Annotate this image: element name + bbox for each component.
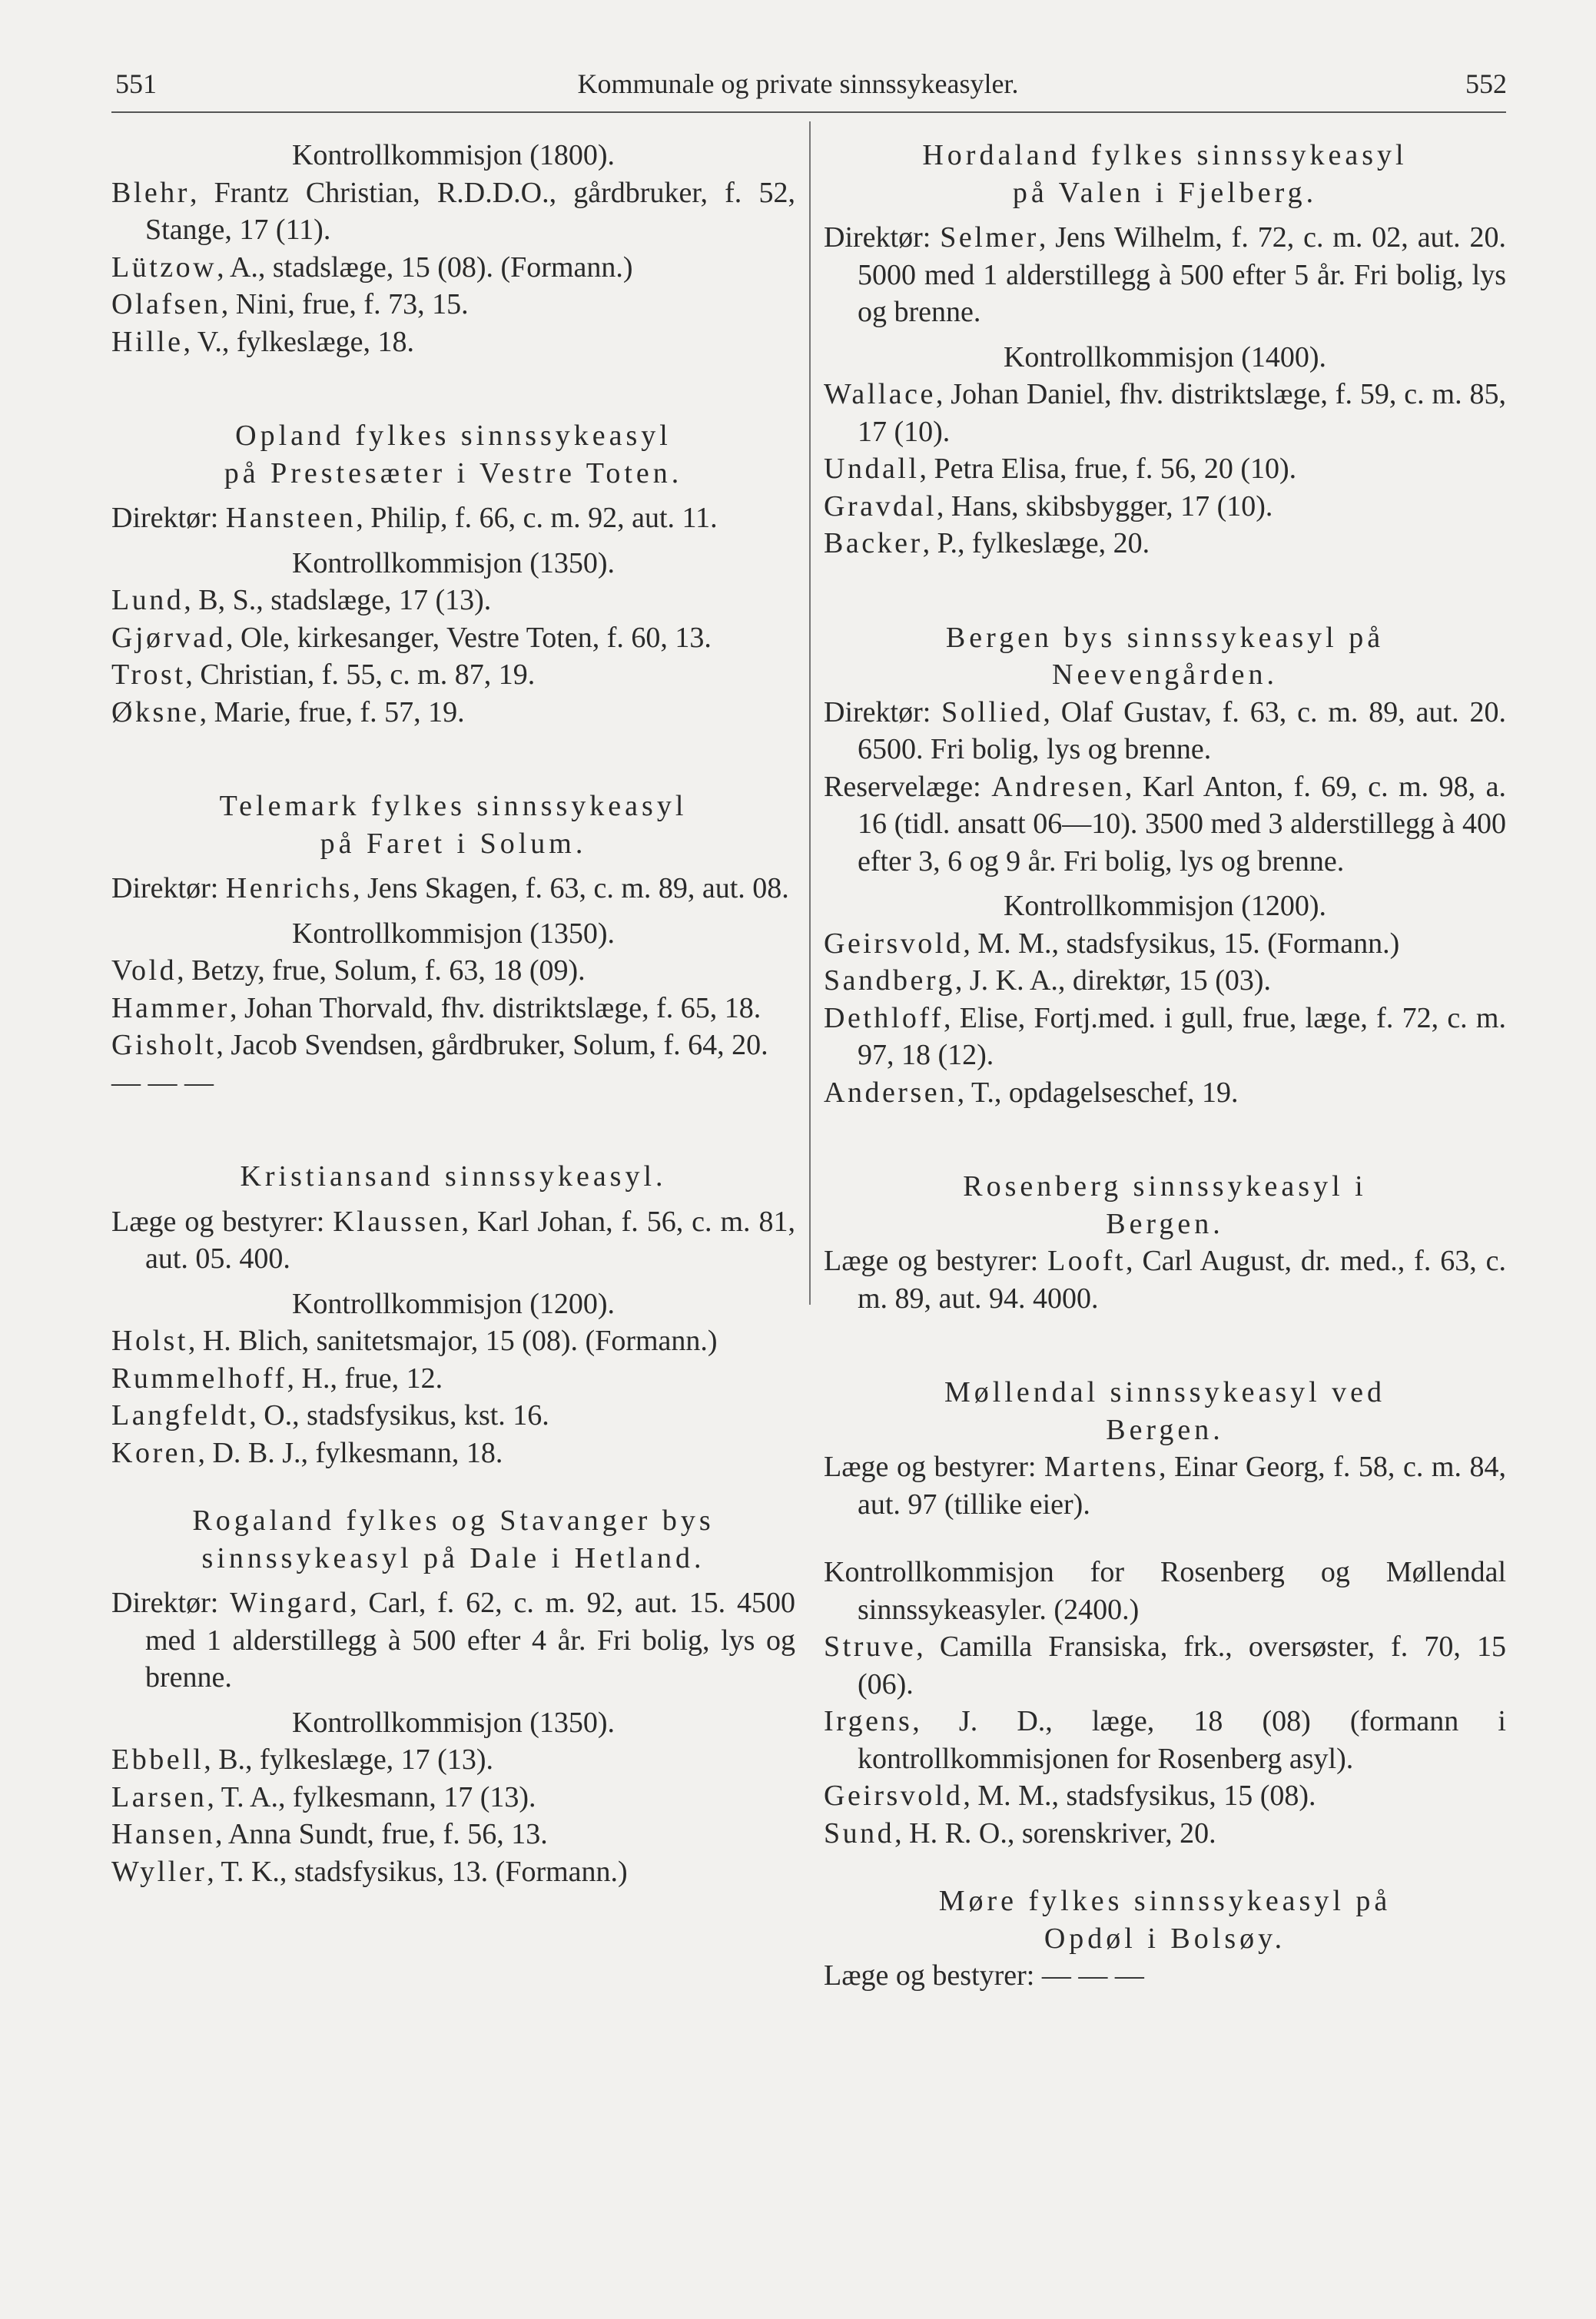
entry	[111, 286, 795, 323]
entry	[824, 1628, 1506, 1703]
entry-name: Martens	[1044, 1451, 1160, 1483]
entry-details: , M. M., stadsfysikus, 15. (Formann.)	[963, 927, 1400, 960]
entry-details: , M. M., stadsfysikus, 15 (08).	[963, 1780, 1316, 1812]
page-number-right: 552	[1465, 68, 1507, 99]
entry	[824, 962, 1506, 1000]
entry	[111, 1360, 795, 1398]
commission-heading: Kontrollkommisjon (1350).	[291, 917, 616, 950]
entry-role: Direktør:	[824, 695, 942, 728]
entry	[824, 1703, 1506, 1777]
spacer	[111, 492, 795, 499]
entry-name: Øksne	[111, 695, 200, 728]
left-column	[111, 137, 795, 1890]
entry-details: — — —	[1041, 1959, 1144, 1992]
entry-name: Trost	[111, 659, 186, 691]
entry-details: , H. Blich, sanitetsmajor, 15 (08). (Formann.)	[187, 1325, 718, 1357]
entry-name: Langfeldt	[111, 1399, 250, 1432]
entry-details: , Marie, frue, f. 57, 19.	[199, 695, 465, 728]
entry-name: Dethloff	[824, 1001, 944, 1034]
spacer	[824, 211, 1506, 219]
entry-name: Gjørvad	[111, 621, 227, 654]
entry	[111, 656, 795, 694]
entry-name: Hille	[111, 325, 184, 358]
entry	[111, 1741, 795, 1779]
spacer	[824, 1523, 1506, 1554]
entry-name: Lützow	[111, 250, 217, 284]
entry-details: , Olaf Gustav, f. 63, c. m. 89, aut. 20. 6500. Fri bolig, lys og brenne.	[858, 695, 1506, 765]
spacer	[111, 1577, 795, 1584]
entry	[111, 582, 795, 619]
entry	[824, 1777, 1506, 1815]
section-title: på Valen i Fjelberg.	[1012, 176, 1318, 209]
section-title: Rogaland fylkes og Stavanger bys	[192, 1505, 715, 1537]
entry-details: , J. K. A., direktør, 15 (03).	[954, 964, 1271, 997]
section-title: på Prestesæter i Vestre Toten.	[224, 456, 683, 489]
entry	[824, 1000, 1506, 1074]
entry	[111, 1027, 795, 1064]
entry	[824, 1957, 1506, 1995]
page-number-left: 551	[115, 68, 157, 99]
entry	[824, 488, 1506, 526]
commission-heading: Kontrollkommisjon (1200).	[1003, 890, 1327, 922]
entry-details: , O., stadsfysikus, kst. 16.	[249, 1399, 549, 1432]
entry-name: Gisholt	[111, 1029, 217, 1061]
entry	[111, 1779, 795, 1816]
entry-name: Larsen	[111, 1780, 207, 1813]
entry	[111, 1853, 795, 1891]
entry-details: , B., fylkeslæge, 17 (13).	[204, 1743, 493, 1776]
entry-details: , H., frue, 12.	[287, 1362, 443, 1395]
entry-details: , T. A., fylkesmann, 17 (13).	[207, 1780, 536, 1813]
commission-heading: Kontrollkommisjon (1800).	[291, 139, 616, 171]
commission-heading: Kontrollkommisjon (1200).	[291, 1287, 616, 1320]
entry-details: , Betzy, frue, Solum, f. 63, 18 (09).	[177, 954, 586, 987]
entry	[111, 1322, 795, 1360]
entry-name: Rummelhoff	[111, 1362, 287, 1395]
section-title: Møre fylkes sinnssykeasyl på	[938, 1885, 1392, 1917]
entry-name: Hammer	[111, 991, 230, 1024]
entry-name: Wallace	[824, 378, 936, 410]
entry-name: Holst	[111, 1325, 188, 1357]
entry-details: , Carl, f. 62, c. m. 92, aut. 15. 4500 med 1 alderstillegg à 500 efter 4 år. Fri bolig, lys og brenne.	[145, 1587, 795, 1694]
entry-details: , H. R. O., sorenskriver, 20.	[894, 1816, 1216, 1850]
entry	[111, 1584, 795, 1697]
entry-name: Wingard	[230, 1587, 350, 1619]
entry-name: Geirsvold	[824, 1780, 964, 1812]
entry	[824, 694, 1506, 768]
right-column	[824, 137, 1506, 1995]
entry-details: , Christian, f. 55, c. m. 87, 19.	[185, 659, 536, 691]
entry-details: , Johan Thorvald, fhv. distriktslæge, f. 65, 18.	[229, 991, 762, 1024]
section-title: Rosenberg sinnssykeasyl i	[963, 1170, 1367, 1203]
spacer	[111, 1697, 795, 1704]
entry-name: Sollied	[941, 695, 1044, 728]
entry	[111, 249, 795, 287]
entry-name: Undall	[824, 453, 920, 485]
entry	[111, 1397, 795, 1435]
spacer	[824, 1852, 1506, 1883]
section-title: Hordaland fylkes sinnssykeasyl	[922, 139, 1408, 171]
entry-role: Læge og bestyrer:	[111, 1205, 333, 1238]
entry-details: , Ole, kirkesanger, Vestre Toten, f. 60, 13.	[226, 621, 712, 654]
entry-name: Looft	[1047, 1245, 1126, 1277]
entry-role: Læge og bestyrer:	[824, 1959, 1042, 1992]
entry-details: , Elise, Fortj.med. i gull, frue, læge, f. 72, c. m. 97, 18 (12).	[858, 1001, 1506, 1071]
entry-details: , Karl Anton, f. 69, c. m. 98, a. 16 (tidl. ansatt 06—10). 3500 med 3 alderstillegg à 400 efter 3, 6 og 9 år. Fri bolig, lys og brenne.	[858, 770, 1507, 878]
entry-details: , J. D., læge, 18 (08) (formann i kontrollkommisjonen for Rosenberg asyl).	[858, 1705, 1506, 1775]
entry-name: Hansteen	[225, 502, 357, 534]
entry	[824, 768, 1506, 881]
entry-name: Andersen	[824, 1076, 957, 1109]
entry	[824, 1074, 1506, 1112]
section-title: Opland fylkes sinnssykeasyl	[235, 420, 672, 452]
entry-name: Ebbell	[111, 1743, 204, 1776]
entry-details: , Philip, f. 66, c. m. 92, aut. 11.	[356, 502, 718, 534]
entry	[111, 694, 795, 732]
commission-heading: Kontrollkommisjon (1350).	[291, 546, 616, 579]
entry-details: , T. K., stadsfysikus, 13. (Formann.)	[207, 1855, 628, 1888]
section-title: Bergen.	[1106, 1207, 1224, 1240]
commission-heading: Kontrollkommisjon (1400).	[1003, 340, 1327, 373]
spacer	[111, 1101, 795, 1158]
entry: — — —	[111, 1066, 214, 1099]
section-title: Bergen bys sinnssykeasyl på	[945, 621, 1385, 654]
entry	[824, 925, 1506, 963]
entry	[111, 323, 795, 361]
entry	[111, 499, 795, 537]
spacer	[824, 1111, 1506, 1168]
spacer	[111, 537, 795, 545]
entry-role: Direktør:	[824, 221, 941, 254]
entry	[111, 990, 795, 1027]
entry-name: Lund	[111, 584, 184, 616]
entry-details: , Johan Daniel, fhv. distriktslæge, f. 59, c. m. 85, 17 (10).	[858, 378, 1506, 448]
entry-details: , T., opdagelseschef, 19.	[957, 1076, 1239, 1109]
entry-details: , Jacob Svendsen, gårdbruker, Solum, f. 64, 20.	[216, 1029, 768, 1061]
entry	[824, 219, 1506, 331]
section-title: Opdøl i Bolsøy.	[1044, 1922, 1286, 1955]
entry	[111, 1435, 795, 1472]
section-title: Neevengården.	[1052, 659, 1278, 691]
entry	[824, 450, 1506, 488]
entry-name: Wyller	[111, 1855, 207, 1888]
entry-name: Backer	[824, 527, 923, 559]
entry	[824, 1815, 1506, 1853]
entry-details: , Jens Skagen, f. 63, c. m. 89, aut. 08.	[352, 872, 789, 904]
entry-details: , Carl August, dr. med., f. 63, c. m. 89, aut. 94. 4000.	[858, 1245, 1506, 1315]
entry-role: Direktør:	[111, 872, 226, 904]
spacer	[111, 1196, 795, 1203]
entry	[824, 376, 1506, 450]
spacer	[824, 331, 1506, 339]
spacer	[824, 880, 1506, 887]
entry-name: Klaussen	[333, 1205, 462, 1238]
entry-name: Henrichs	[225, 872, 353, 904]
entry-details: , D. B. J., fylkesmann, 18.	[197, 1436, 503, 1469]
entry-details: , A., stadslæge, 15 (08). (Formann.)	[217, 250, 633, 284]
entry-details: , V., fylkeslæge, 18.	[183, 325, 414, 358]
entry	[111, 174, 795, 249]
entry-name: Vold	[111, 954, 178, 987]
spacer	[824, 1317, 1506, 1374]
entry	[824, 525, 1506, 562]
entry: Kontrollkommisjon for Rosenberg og Møllendal sinnssykeasyler. (2400.)	[824, 1556, 1506, 1626]
entry-name: Struve	[824, 1631, 917, 1663]
entry-details: , Einar Georg, f. 58, c. m. 84, aut. 97 (tillike eier).	[858, 1451, 1506, 1521]
section-title: Telemark fylkes sinnssykeasyl	[219, 790, 688, 822]
entry-details: , Hans, skibsbygger, 17 (10).	[936, 489, 1273, 523]
entry-details: , Jens Wilhelm, f. 72, c. m. 02, aut. 20. 5000 med 1 alderstillegg à 500 efter 5 år. Fri bolig, lys og brenne.	[858, 221, 1507, 328]
entry-role: Reservelæge:	[824, 770, 992, 803]
spacer	[111, 731, 795, 788]
entry-role: Direktør:	[111, 502, 226, 534]
entry-details: , Petra Elisa, frue, f. 56, 20 (10).	[919, 453, 1297, 485]
spacer	[824, 562, 1506, 619]
spacer	[111, 862, 795, 870]
entry-details: , P., fylkeslæge, 20.	[922, 527, 1150, 559]
entry	[111, 619, 795, 657]
column-divider	[809, 121, 811, 1305]
spacer	[111, 907, 795, 915]
entry-name: Koren	[111, 1436, 198, 1469]
spacer	[111, 1278, 795, 1286]
entry-name: Sandberg	[824, 964, 955, 997]
section-title: Møllendal sinnssykeasyl ved	[944, 1376, 1386, 1408]
entry	[111, 1816, 795, 1853]
entry-role: Læge og bestyrer:	[824, 1451, 1044, 1483]
section-title: på Faret i Solum.	[320, 827, 587, 860]
spacer	[111, 1471, 795, 1502]
section-title: Kristiansand sinnssykeasyl.	[240, 1160, 667, 1193]
entry	[111, 952, 795, 990]
entry-details: , Camilla Fransiska, frk., oversøster, f. 70, 15 (06).	[858, 1631, 1506, 1700]
entry-name: Selmer	[940, 221, 1039, 254]
entry-role: Direktør:	[111, 1587, 231, 1619]
entry-details: , Karl Johan, f. 56, c. m. 81, aut. 05. 400.	[145, 1205, 795, 1275]
entry-name: Andresen	[991, 770, 1125, 803]
entry-name: Olafsen	[111, 288, 221, 320]
entry-name: Hansen	[111, 1818, 215, 1850]
entry-name: Irgens	[824, 1705, 913, 1737]
header-rule	[111, 111, 1506, 113]
entry-name: Blehr	[111, 176, 190, 209]
entry-details: , B, S., stadslæge, 17 (13).	[184, 584, 492, 616]
spacer	[111, 360, 795, 417]
entry-details: , Frantz Christian, R.D.D.O., gårdbruker, f. 52, Stange, 17 (11).	[145, 176, 795, 246]
entry	[111, 870, 795, 907]
entry-name: Sund	[824, 1816, 895, 1850]
entry-name: Geirsvold	[824, 927, 964, 960]
section-title: Bergen.	[1106, 1413, 1224, 1446]
entry	[824, 1448, 1506, 1523]
running-title: Kommunale og private sinnssykeasyler.	[577, 68, 1019, 99]
entry	[111, 1203, 795, 1278]
entry-details: , Anna Sundt, frue, f. 56, 13.	[214, 1818, 548, 1850]
section-title: sinnssykeasyl på Dale i Hetland.	[201, 1541, 705, 1574]
entry-name: Gravdal	[824, 489, 937, 523]
entry-details: , Nini, frue, f. 73, 15.	[221, 288, 469, 320]
entry-role: Læge og bestyrer:	[824, 1245, 1048, 1277]
entry	[824, 1242, 1506, 1317]
commission-heading: Kontrollkommisjon (1350).	[291, 1706, 616, 1739]
